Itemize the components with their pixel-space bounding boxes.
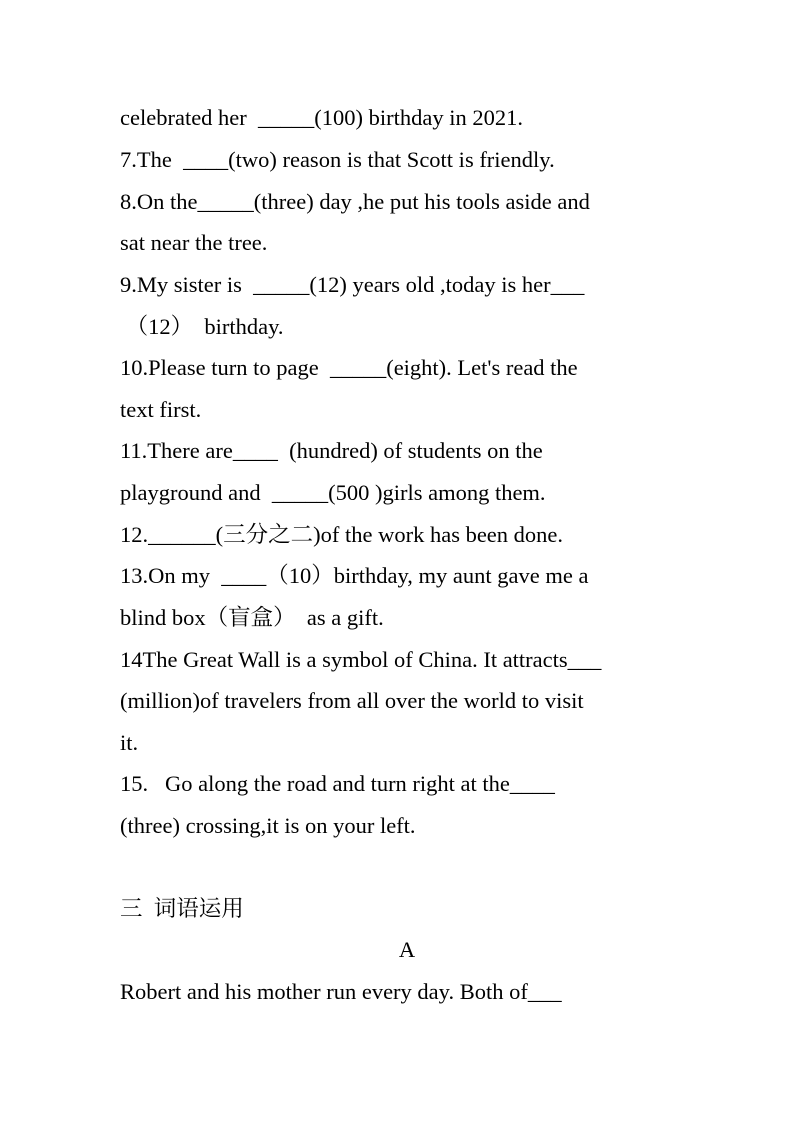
text-line-8: text first. bbox=[120, 397, 202, 422]
passage-first-line: Robert and his mother run every day. Both of___ bbox=[120, 979, 562, 1004]
text-line-9: 11.There are____ (hundred) of students on the bbox=[120, 438, 543, 463]
text-line-14: 14The Great Wall is a symbol of China. It attracts___ bbox=[120, 647, 602, 672]
text-line-4: sat near the tree. bbox=[120, 230, 268, 255]
text-line-3: 8.On the_____(three) day ,he put his tools aside and bbox=[120, 189, 590, 214]
text-line-17: 15. Go along the road and turn right at the____ bbox=[120, 771, 555, 796]
text-line-18: (three) crossing,it is on your left. bbox=[120, 813, 416, 838]
text-line-12: 13.On my ____（10）birthday, my aunt gave me a bbox=[120, 563, 589, 588]
text-line-1: celebrated her _____(100) birthday in 2021. bbox=[120, 105, 524, 130]
text-line-2: 7.The ____(two) reason is that Scott is friendly. bbox=[120, 147, 555, 172]
text-line-11: 12.______(三分之二)of the work has been done. bbox=[120, 522, 564, 547]
text-line-13: blind box（盲盒） as a gift. bbox=[120, 605, 384, 630]
text-line-6: （12） birthday. bbox=[120, 314, 284, 339]
text-line-16: it. bbox=[120, 730, 139, 755]
text-line-10: playground and _____(500 )girls among them. bbox=[120, 480, 546, 505]
section-heading: 三 词语运用 bbox=[120, 896, 244, 921]
passage-label: A bbox=[398, 937, 416, 962]
text-line-7: 10.Please turn to page _____(eight). Let's read the bbox=[120, 355, 578, 380]
text-line-15: (million)of travelers from all over the world to visit bbox=[120, 688, 584, 713]
text-line-5: 9.My sister is _____(12) years old ,today is her___ bbox=[120, 272, 585, 297]
